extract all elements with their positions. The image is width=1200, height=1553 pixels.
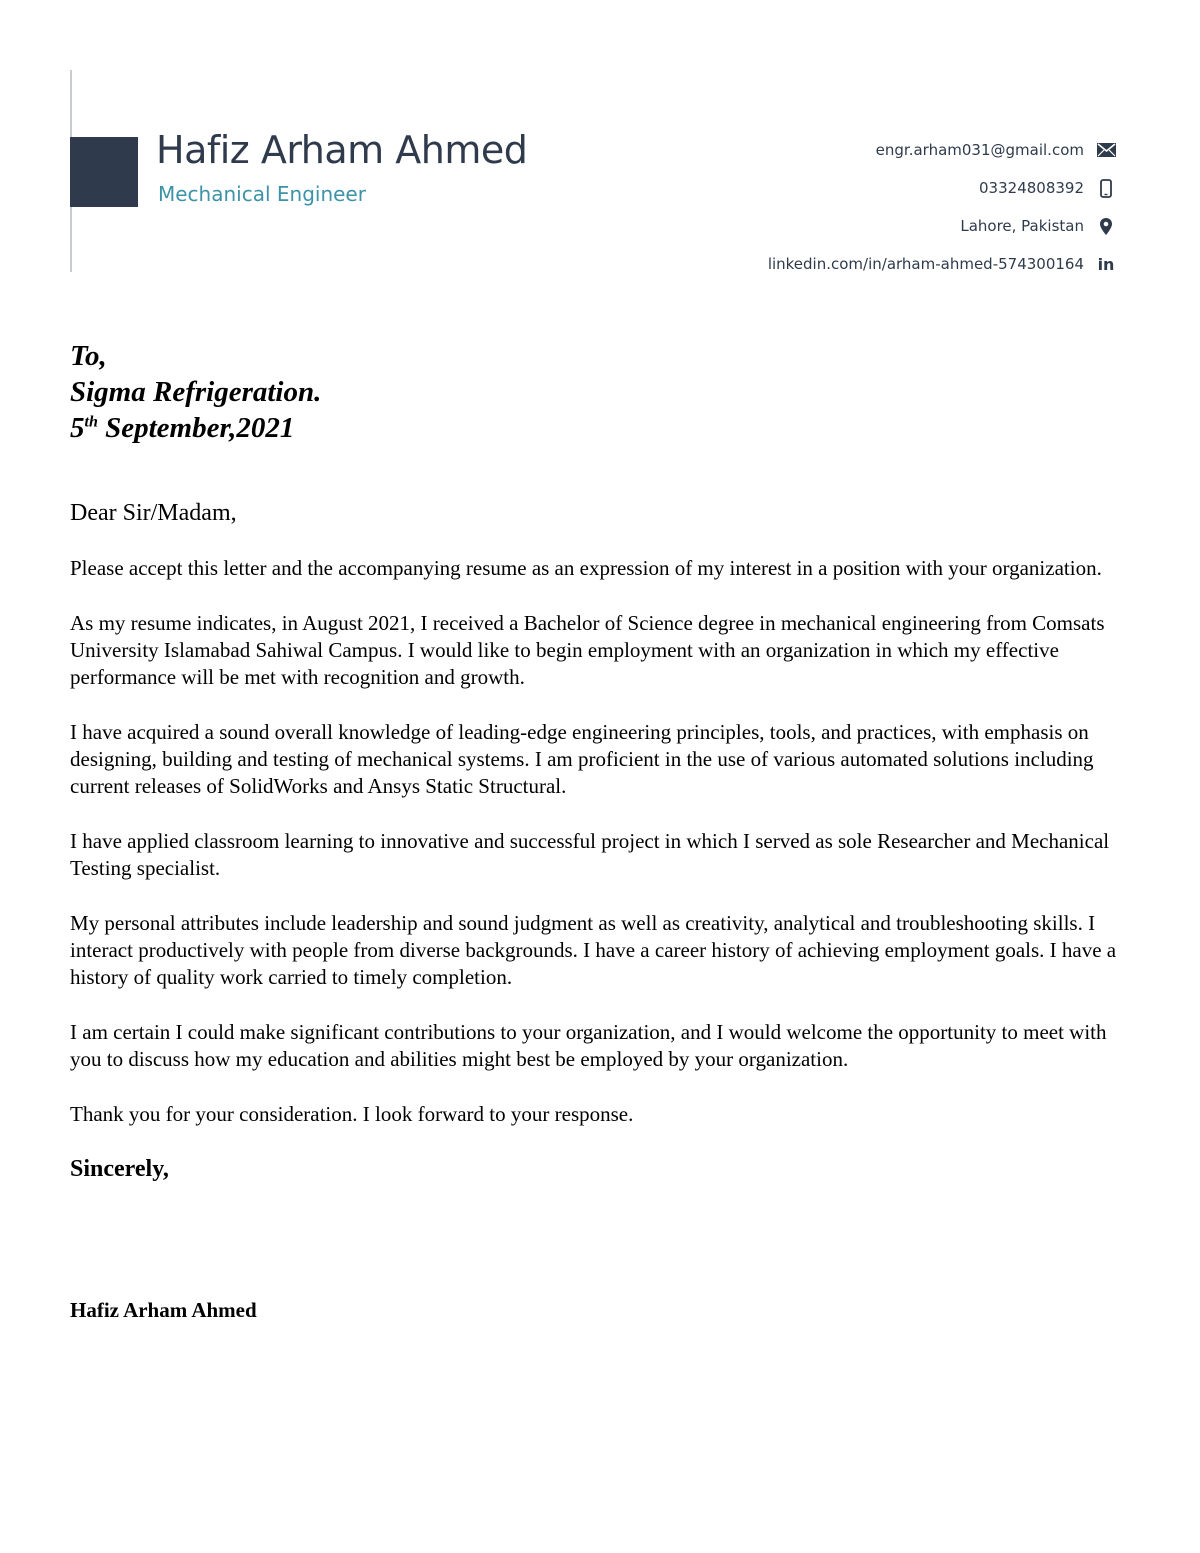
- date-day: 5: [70, 412, 85, 444]
- contact-email[interactable]: [596, 131, 1116, 169]
- contact-location[interactable]: [596, 207, 1116, 245]
- location-text: Lahore, Pakistan: [960, 217, 1084, 235]
- location-pin-icon: [1096, 216, 1116, 236]
- applicant-name: Hafiz Arham Ahmed: [156, 128, 528, 172]
- signature-name: Hafiz Arham Ahmed: [70, 1298, 257, 1322]
- contact-linkedin[interactable]: [596, 245, 1116, 283]
- paragraph: My personal attributes include leadership and sound judgment as well as creativity, analytical and troubleshooting skills. I interact productively with people from diverse backgrounds. I have a career history of achieving employment goals. I have a history of quality work carried to timely completion.: [70, 911, 1117, 989]
- closing: Sincerely,: [70, 1156, 169, 1182]
- paragraph: As my resume indicates, in August 2021, I received a Bachelor of Science degree in mechanical engineering from Comsats University Islamabad Sahiwal Campus. I would like to begin employment with an organization in which my effective performance will be met with recognition and growth.: [70, 611, 1105, 689]
- phone-text: 03324808392: [979, 179, 1084, 197]
- recipient-to: To,: [70, 340, 107, 372]
- linkedin-icon: in: [1097, 254, 1115, 274]
- header-accent-square: [70, 137, 138, 207]
- salutation: Dear Sir/Madam,: [70, 500, 237, 526]
- mail-icon: [1096, 140, 1116, 160]
- applicant-title: Mechanical Engineer: [158, 182, 366, 206]
- date-suffix: th: [84, 413, 98, 431]
- paragraph: Please accept this letter and the accompanying resume as an expression of my interest in a position with your organization.: [70, 556, 1102, 580]
- paragraph: I have acquired a sound overall knowledge of leading-edge engineering principles, tools, and practices, with emphasis on designing, building and testing of mechanical systems. I am proficient in the use of various automated solutions including current releases of SolidWorks and Ansys Static Structural.: [70, 720, 1094, 798]
- paragraph: Thank you for your consideration. I look forward to your response.: [70, 1102, 634, 1126]
- recipient-block: [70, 338, 321, 446]
- letter-date: [70, 410, 321, 446]
- linkedin-text: linkedin.com/in/arham-ahmed-574300164: [767, 255, 1084, 273]
- contact-phone[interactable]: [596, 169, 1116, 207]
- recipient-company: Sigma Refrigeration.: [70, 376, 322, 408]
- email-text: engr.arham031@gmail.com: [875, 141, 1084, 159]
- phone-icon: [1096, 178, 1116, 198]
- paragraph: I am certain I could make significant contributions to your organization, and I would welcome the opportunity to meet with you to discuss how my education and abilities might best be employed by your organization.: [70, 1020, 1107, 1071]
- date-rest: September,2021: [97, 412, 295, 444]
- paragraph: I have applied classroom learning to innovative and successful project in which I served as sole Researcher and Mechanical Testing specialist.: [70, 829, 1110, 880]
- contact-list: [596, 131, 1116, 283]
- letter-body: [70, 500, 1132, 1183]
